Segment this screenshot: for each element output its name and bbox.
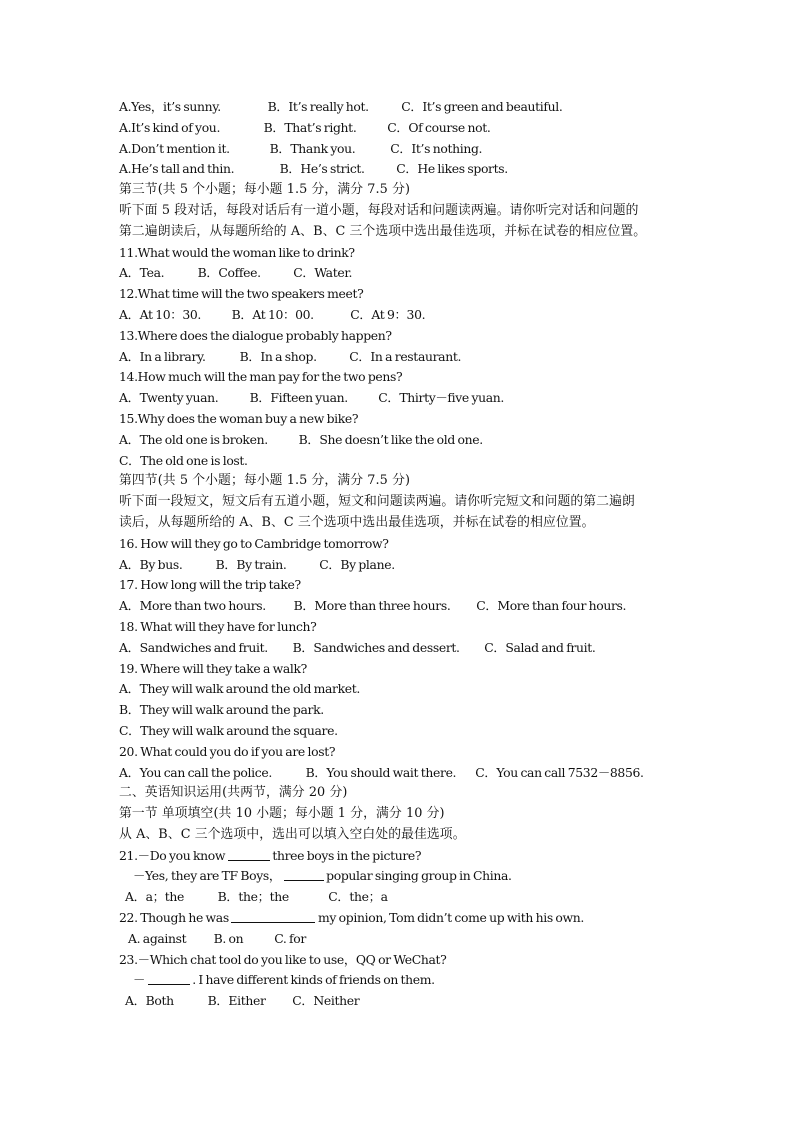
section4-instruction-line1: 听下面一段短文，短文后有五道小题，短文和问题读两遍。请你听完短文和问题的第二遍朗 <box>119 494 635 510</box>
q16-option-b: B．By train. <box>215 556 287 572</box>
q23-answer-pre: － <box>133 972 146 988</box>
q17-stem: 17. How long will the trip take? <box>119 577 301 593</box>
q16-option-a: A．By bus. <box>119 556 183 572</box>
q17-option-b: B．More than three hours. <box>293 598 451 614</box>
q21-stem-post: three boys in the picture? <box>272 847 422 863</box>
section3-instruction-line1: 听下面 5 段对话，每段对话后有一道小题，每段对话和问题读两遍。请你听完对话和问题的 <box>119 202 639 218</box>
q20-stem: 20. What could you do if you are lost? <box>119 743 336 759</box>
q23-option-b: B．Either <box>207 993 266 1009</box>
q9-options <box>119 139 719 160</box>
q19-stem: 19. Where will they take a walk? <box>119 660 307 676</box>
q22-stem-post: my opinion, Tom didn’t come up with his own. <box>318 910 585 926</box>
q17-options <box>119 596 719 617</box>
part2-section1-heading: 第一节 单项填空(共 10 小题；每小题 1 分，满分 10 分) <box>119 806 445 822</box>
q11-option-c: C．Water. <box>293 265 353 281</box>
q16-options <box>119 555 719 576</box>
q8-options <box>119 118 719 139</box>
q20-option-b: B．You should wait there. <box>305 764 457 780</box>
q17-option-c: C．More than four hours. <box>476 598 627 614</box>
q10-option-b: B．He’s strict. <box>279 161 365 177</box>
q13-option-b: B．In a shop. <box>239 348 317 364</box>
q12-option-b: B．At 10：00. <box>231 306 314 322</box>
q7-option-a: A.Yes，it’s sunny. <box>119 99 221 114</box>
q19-option-c: C．They will walk around the square. <box>119 722 338 738</box>
q18-stem: 18. What will they have for lunch? <box>119 618 317 634</box>
q13-option-a: A．In a library. <box>119 348 206 364</box>
q14-option-b: B．Fifteen yuan. <box>249 390 348 406</box>
q8-option-b: B．That’s right. <box>263 119 357 135</box>
q21-stem-line2 <box>119 866 719 887</box>
q23-blank <box>148 971 190 985</box>
q21-blank-1 <box>228 847 270 861</box>
section3-instruction-line2: 第二遍朗读后，从每题所给的 A、B、C 三个选项中选出最佳选项，并标在试卷的相应位置。 <box>119 223 647 239</box>
q23-answer-post: . I have different kinds of friends on them. <box>192 972 435 988</box>
q22-blank <box>231 909 315 923</box>
q15-options-ab <box>119 430 719 451</box>
q22-option-a: A. against <box>128 930 187 946</box>
q12-option-a: A．At 10：30. <box>119 306 201 322</box>
q14-stem: 14.How much will the man pay for the two pens? <box>119 369 403 385</box>
q7-option-c: C．It’s green and beautiful. <box>401 99 563 114</box>
q12-options <box>119 305 719 326</box>
q10-option-a: A.He’s tall and thin. <box>119 161 235 177</box>
q7-option-b: B．It’s really hot. <box>267 99 369 114</box>
q9-option-c: C．It’s nothing. <box>390 140 483 156</box>
q18-option-a: A．Sandwiches and fruit. <box>119 639 268 655</box>
q9-option-b: B．Thank you. <box>269 140 356 156</box>
q21-blank-2 <box>284 867 324 881</box>
q21-option-a: A．a；the <box>125 889 184 905</box>
q22-option-c: C. for <box>274 930 306 946</box>
q15-option-c: C．The old one is lost. <box>119 452 248 468</box>
q19-option-b: B．They will walk around the park. <box>119 702 324 718</box>
q15-stem: 15.Why does the woman buy a new bike? <box>119 410 359 426</box>
q14-option-c: C．Thirty－five yuan. <box>378 390 505 406</box>
q20-options <box>119 763 719 784</box>
q13-options <box>119 347 719 368</box>
q21-stem-line1 <box>119 846 719 867</box>
q13-stem: 13.Where does the dialogue probably happen? <box>119 327 392 343</box>
q21-option-c: C．the；a <box>328 889 388 905</box>
q14-options <box>119 388 719 409</box>
q12-stem: 12.What time will the two speakers meet? <box>119 286 364 302</box>
q9-option-a: A.Don’t mention it. <box>119 140 230 156</box>
part2-heading: 二、英语知识运用(共两节，满分 20 分) <box>119 785 348 801</box>
q21-stem-pre: 21.－Do you know <box>119 847 226 863</box>
q8-option-a: A.It’s kind of you. <box>119 119 221 135</box>
q23-stem-line2 <box>119 970 719 991</box>
q18-options <box>119 638 719 659</box>
q23-stem-line1: 23.－Which chat tool do you like to use，QQ or WeChat? <box>119 951 447 967</box>
q11-stem: 11.What would the woman like to drink? <box>119 244 355 260</box>
part2-section1-instruction: 从 A、B、C 三个选项中，选出可以填入空白处的最佳选项。 <box>119 826 466 842</box>
section4-instruction-line2: 读后，从每题所给的 A、B、C 三个选项中选出最佳选项，并标在试卷的相应位置。 <box>119 514 595 530</box>
q16-option-c: C．By plane. <box>319 556 395 572</box>
q19-option-a: A．They will walk around the old market. <box>119 681 360 697</box>
q21-answer-post: popular singing group in China. <box>326 868 512 884</box>
q7-options <box>119 97 719 118</box>
q22-option-b: B. on <box>213 930 244 946</box>
q14-option-a: A．Twenty yuan. <box>119 390 219 406</box>
q12-option-c: C．At 9：30. <box>350 306 426 322</box>
q10-option-c: C．He likes sports. <box>396 161 508 177</box>
q11-options <box>119 263 719 284</box>
q13-option-c: C．In a restaurant. <box>349 348 462 364</box>
q11-option-a: A．Tea. <box>119 265 165 281</box>
section3-heading: 第三节(共 5 个小题；每小题 1.5 分，满分 7.5 分) <box>119 182 411 198</box>
q21-option-b: B．the；the <box>217 889 289 905</box>
q22-stem-pre: 22. Though he was <box>119 910 229 926</box>
q23-option-c: C．Neither <box>292 993 360 1009</box>
q18-option-b: B．Sandwiches and dessert. <box>292 639 460 655</box>
q11-option-b: B．Coffee. <box>197 265 261 281</box>
q23-option-a: A．Both <box>125 993 174 1009</box>
q17-option-a: A．More than two hours. <box>119 598 266 614</box>
q20-option-a: A．You can call the police. <box>119 764 272 780</box>
q21-options <box>119 887 719 908</box>
q23-options <box>119 991 719 1012</box>
q8-option-c: C．Of course not. <box>387 119 491 135</box>
q15-option-a: A．The old one is broken. <box>119 431 268 447</box>
q15-option-b: B．She doesn’t like the old one. <box>298 431 483 447</box>
q16-stem: 16. How will they go to Cambridge tomorrow? <box>119 535 389 551</box>
section4-heading: 第四节(共 5 个小题；每小题 1.5 分，满分 7.5 分) <box>119 473 411 489</box>
q20-option-c: C．You can call 7532－8856. <box>475 764 644 780</box>
q22-options <box>119 929 719 950</box>
q18-option-c: C．Salad and fruit. <box>484 639 596 655</box>
q10-options <box>119 159 719 180</box>
exam-page <box>119 97 719 1012</box>
q21-answer-pre: －Yes, they are TF Boys， <box>133 868 281 884</box>
q22-stem <box>119 908 719 929</box>
